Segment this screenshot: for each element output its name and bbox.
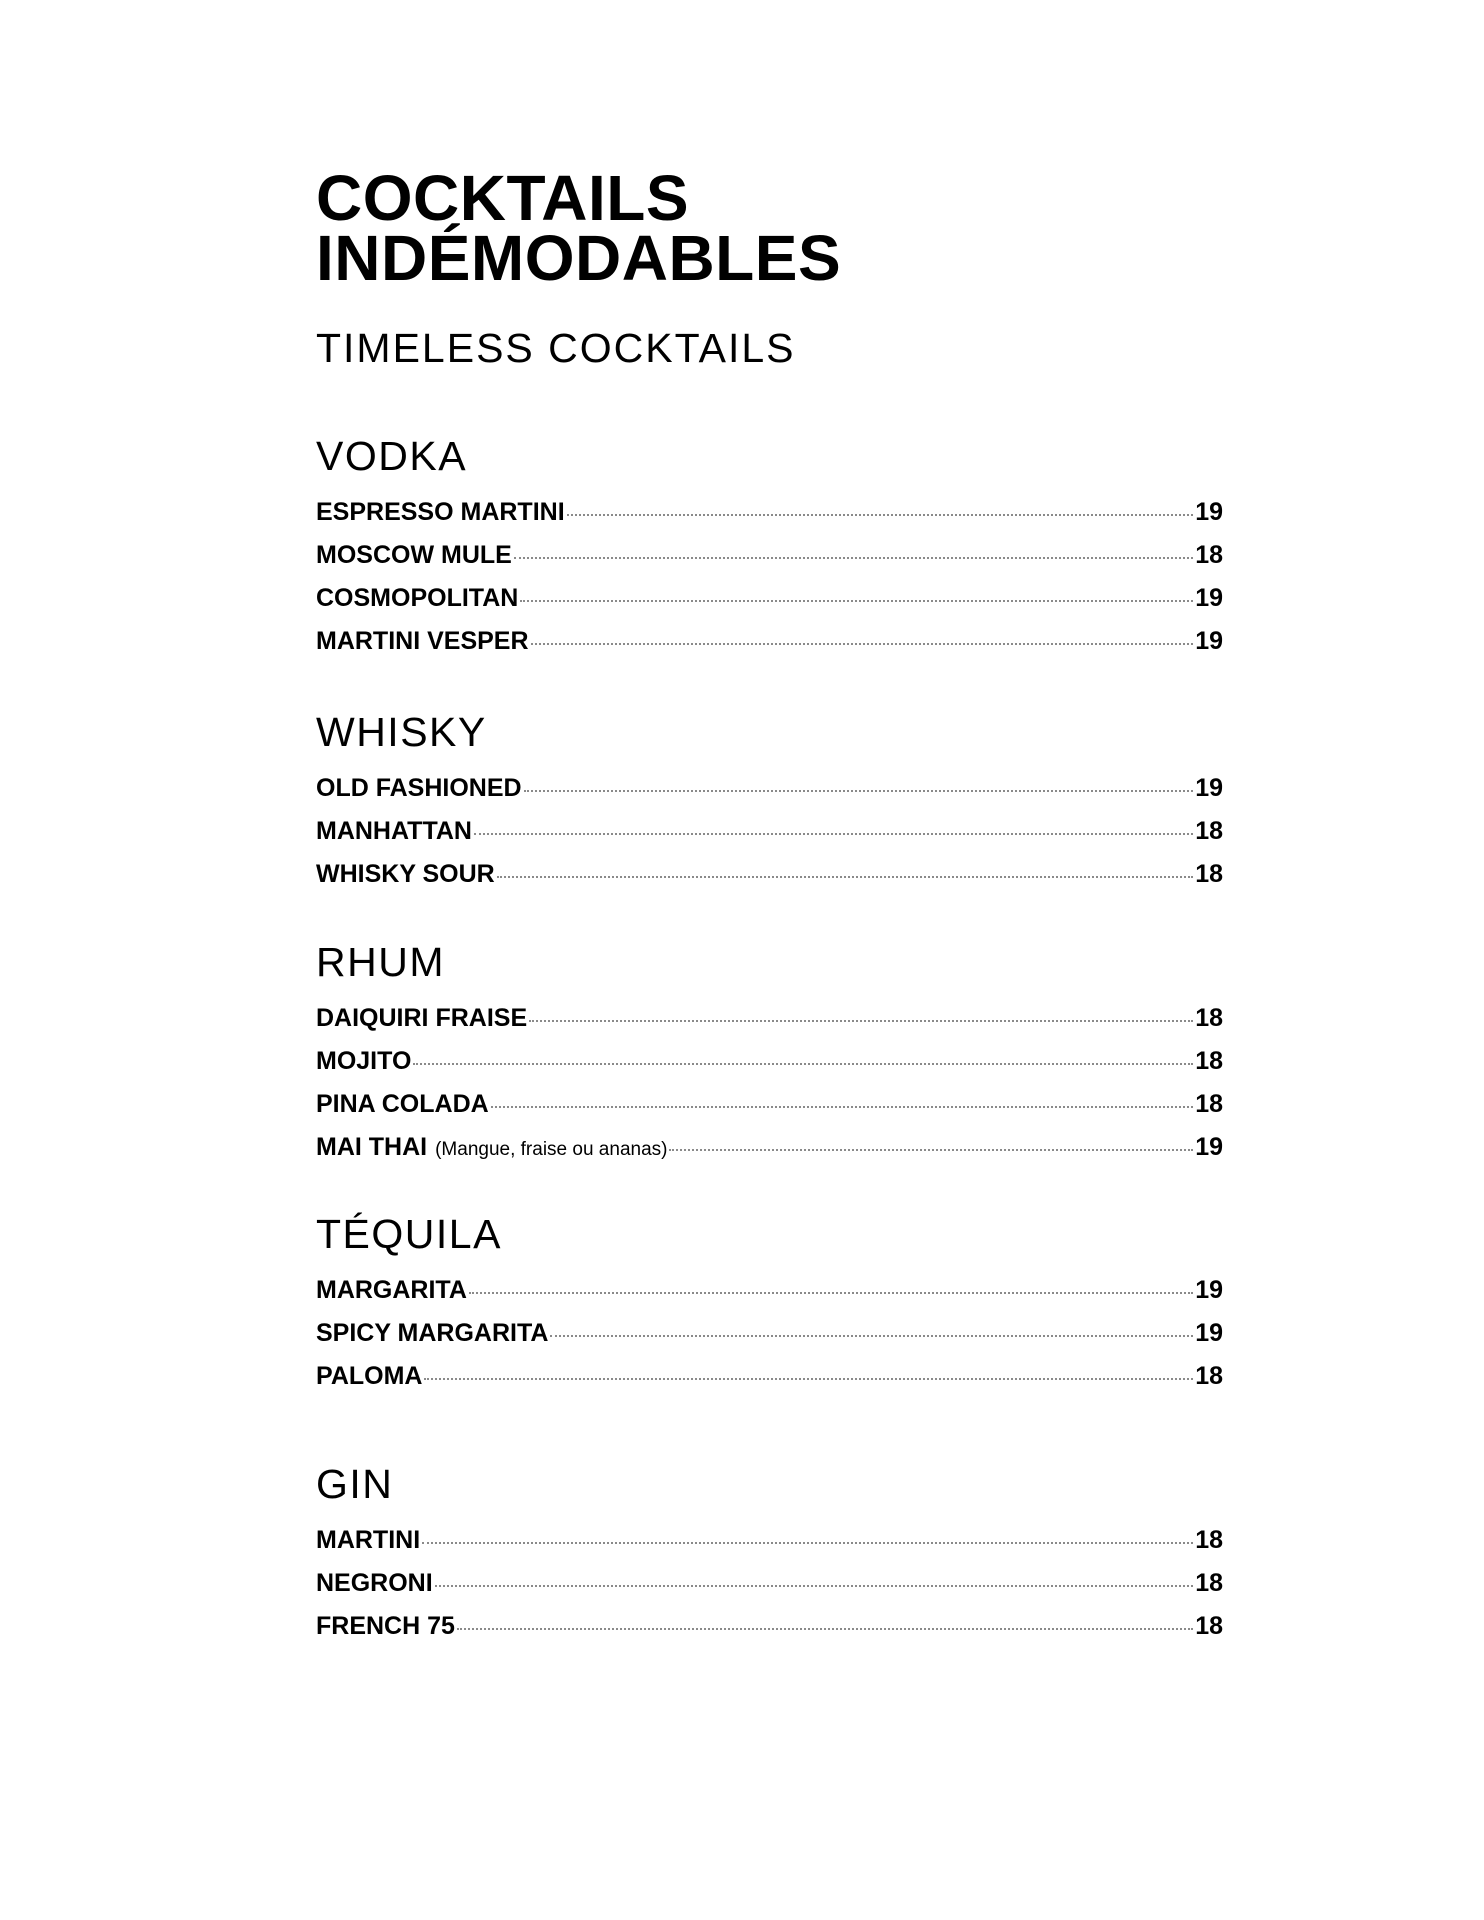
menu-item-price: 18 <box>1195 1004 1223 1032</box>
menu-item-price: 19 <box>1195 584 1223 612</box>
menu-item-note: (Mangue, fraise ou ananas) <box>435 1139 668 1160</box>
menu-item-name: MOJITO <box>316 1047 412 1075</box>
dot-leader <box>469 1292 1193 1294</box>
menu-item <box>316 860 1223 903</box>
menu-item-name: DAIQUIRI FRAISE <box>316 1004 528 1032</box>
menu-item-price: 18 <box>1195 541 1223 569</box>
menu-item-name: PALOMA <box>316 1362 423 1390</box>
menu-item <box>316 1004 1223 1047</box>
dot-leader <box>474 833 1193 835</box>
page-subtitle: TIMELESS COCKTAILS <box>316 325 796 371</box>
menu-section-téquila <box>316 1210 1223 1405</box>
dot-leader <box>524 790 1194 792</box>
menu-item-price: 19 <box>1195 627 1223 655</box>
menu-item-price: 18 <box>1195 1569 1223 1597</box>
menu-item <box>316 541 1223 584</box>
menu-item-name: MANHATTAN <box>316 817 472 845</box>
section-title: TÉQUILA <box>316 1211 502 1257</box>
menu-section-vodka <box>316 432 1223 670</box>
menu-item <box>316 1362 1223 1405</box>
menu-item-name: WHISKY SOUR <box>316 860 495 888</box>
menu-item <box>316 1276 1223 1319</box>
dot-leader <box>491 1106 1194 1108</box>
menu-item <box>316 1133 1223 1176</box>
menu-item-name: MOSCOW MULE <box>316 541 512 569</box>
menu-item <box>316 1090 1223 1133</box>
menu-item <box>316 584 1223 627</box>
dot-leader <box>422 1542 1193 1544</box>
menu-item <box>316 1047 1223 1090</box>
menu-item <box>316 627 1223 670</box>
menu-item-name: MARTINI VESPER <box>316 627 529 655</box>
menu-item-price: 18 <box>1195 1047 1223 1075</box>
menu-item-price: 19 <box>1195 1133 1223 1161</box>
menu-item-name: COSMOPOLITAN <box>316 584 519 612</box>
menu-item-name: MARGARITA <box>316 1276 467 1304</box>
menu-section-whisky <box>316 708 1223 903</box>
menu-item-price: 18 <box>1195 817 1223 845</box>
dot-leader <box>424 1378 1193 1380</box>
dot-leader <box>529 1020 1193 1022</box>
menu-item-price: 18 <box>1195 1090 1223 1118</box>
section-title: RHUM <box>316 939 445 985</box>
dot-leader <box>514 557 1193 559</box>
menu-item-name: SPICY MARGARITA <box>316 1319 549 1347</box>
dot-leader <box>435 1585 1194 1587</box>
section-title: VODKA <box>316 433 468 479</box>
dot-leader <box>531 643 1194 645</box>
menu-item-price: 19 <box>1195 1276 1223 1304</box>
menu-item-price: 19 <box>1195 774 1223 802</box>
menu-item <box>316 774 1223 817</box>
menu-item-name: NEGRONI <box>316 1569 433 1597</box>
menu-item-price: 18 <box>1195 1526 1223 1554</box>
dot-leader <box>497 876 1193 878</box>
menu-page <box>316 162 1223 1640</box>
menu-item <box>316 1612 1223 1655</box>
menu-section-rhum <box>316 938 1223 1176</box>
menu-section-gin <box>316 1460 1223 1655</box>
dot-leader <box>520 600 1193 602</box>
menu-item-price: 18 <box>1195 1362 1223 1390</box>
dot-leader <box>550 1335 1193 1337</box>
menu-item <box>316 1319 1223 1362</box>
dot-leader <box>669 1149 1193 1151</box>
dot-leader <box>457 1628 1193 1630</box>
page-title-line1: COCKTAILS <box>316 162 690 234</box>
section-title: WHISKY <box>316 709 487 755</box>
menu-item-price: 19 <box>1195 498 1223 526</box>
menu-item-name: OLD FASHIONED <box>316 774 522 802</box>
menu-item-name: MARTINI <box>316 1526 421 1554</box>
menu-item-name: PINA COLADA <box>316 1090 489 1118</box>
menu-item <box>316 1569 1223 1612</box>
page-title-line2: INDÉMODABLES <box>316 222 842 294</box>
menu-item <box>316 498 1223 541</box>
section-title: GIN <box>316 1461 394 1507</box>
menu-item <box>316 1526 1223 1569</box>
menu-item-price: 18 <box>1195 1612 1223 1640</box>
menu-item-price: 19 <box>1195 1319 1223 1347</box>
dot-leader <box>413 1063 1193 1065</box>
dot-leader <box>567 514 1194 516</box>
page-title <box>316 162 1223 294</box>
menu-item-price: 18 <box>1195 860 1223 888</box>
menu-item-name: MAI THAI <box>316 1133 428 1161</box>
menu-item-name: ESPRESSO MARTINI <box>316 498 565 526</box>
menu-item <box>316 817 1223 860</box>
menu-item-name: FRENCH 75 <box>316 1612 455 1640</box>
